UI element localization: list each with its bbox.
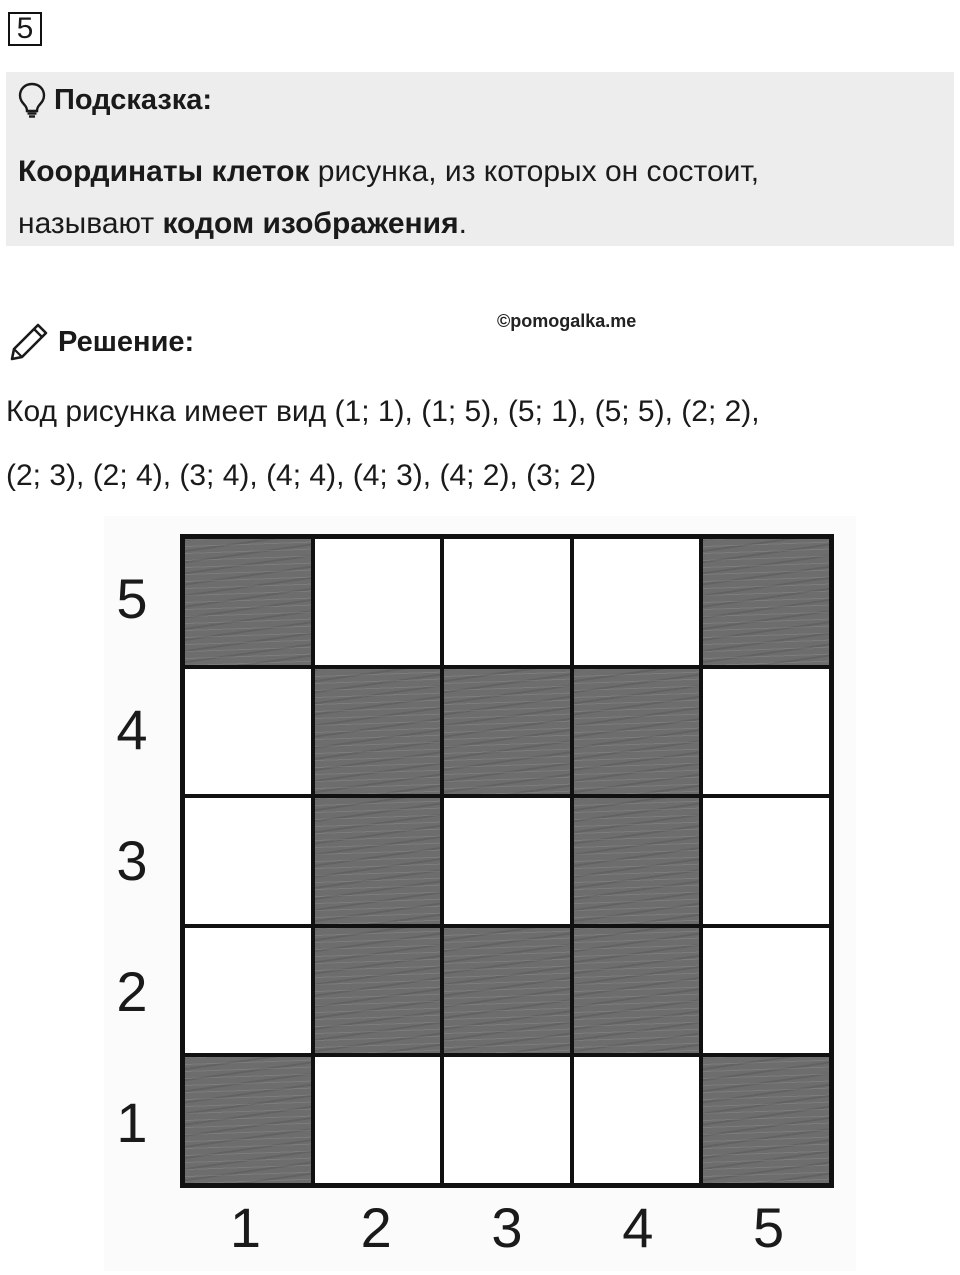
- x-axis-label: 1: [229, 1196, 261, 1259]
- empty-cell-5-3: [701, 796, 831, 926]
- task-number: 5: [8, 12, 42, 46]
- solution-line: (2; 3), (2; 4), (3; 4), (4; 4), (4; 3), (4; 2), (3; 2): [6, 459, 597, 492]
- filled-cell-2-2: [313, 926, 443, 1056]
- hint-term: кодом изображения: [162, 207, 459, 240]
- hint-text: [18, 146, 938, 250]
- y-axis-label: 3: [116, 829, 148, 892]
- solution-text: [6, 380, 946, 508]
- y-axis-label: 4: [116, 698, 148, 762]
- hint-text-part: .: [458, 207, 467, 240]
- filled-cell-3-2: [442, 926, 572, 1056]
- filled-cell-4-4: [572, 667, 702, 797]
- solution-header: [8, 320, 194, 364]
- filled-cell-1-5: [183, 537, 313, 667]
- filled-cell-4-3: [572, 796, 702, 926]
- hint-header: [18, 80, 212, 120]
- hint-term: Координаты клеток: [18, 155, 310, 188]
- x-axis-label: 4: [622, 1196, 654, 1259]
- empty-cell-5-4: [701, 667, 831, 797]
- empty-cell-3-5: [442, 537, 572, 667]
- empty-cell-1-2: [183, 926, 313, 1056]
- pixel-grid: [180, 534, 834, 1188]
- filled-cell-1-1: [183, 1055, 313, 1185]
- solution-line: Код рисунка имеет вид (1; 1), (1; 5), (5; 1), (5; 5), (2; 2),: [6, 395, 760, 428]
- filled-cell-2-3: [313, 796, 443, 926]
- empty-cell-1-4: [183, 667, 313, 797]
- hint-text-part: рисунка, из которых он состоит,: [309, 155, 760, 188]
- empty-cell-5-2: [701, 926, 831, 1056]
- filled-cell-3-4: [442, 667, 572, 797]
- empty-cell-2-5: [313, 537, 443, 667]
- y-axis-label: 5: [116, 567, 148, 631]
- empty-cell-2-1: [313, 1055, 443, 1185]
- solution-title: Решение:: [58, 325, 195, 358]
- watermark: ©pomogalka.me: [497, 311, 637, 331]
- hint-text-part: называют: [18, 207, 163, 240]
- hint-title: Подсказка:: [54, 83, 213, 116]
- x-axis-label: 2: [360, 1196, 392, 1259]
- filled-cell-2-4: [313, 667, 443, 797]
- lightbulb-icon: [18, 82, 46, 118]
- empty-cell-4-5: [572, 537, 702, 667]
- pixel-grid-figure: [104, 516, 856, 1271]
- y-axis-label: 2: [116, 959, 148, 1023]
- empty-cell-3-1: [442, 1055, 572, 1185]
- filled-cell-5-5: [701, 537, 831, 667]
- empty-cell-4-1: [572, 1055, 702, 1185]
- empty-cell-1-3: [183, 796, 313, 926]
- filled-cell-4-2: [572, 926, 702, 1056]
- y-axis-label: 1: [116, 1090, 148, 1154]
- filled-cell-5-1: [701, 1055, 831, 1185]
- x-axis-label: 5: [753, 1196, 785, 1259]
- x-axis-label: 3: [491, 1196, 523, 1259]
- empty-cell-3-3: [442, 796, 572, 926]
- pencil-icon: [8, 321, 50, 363]
